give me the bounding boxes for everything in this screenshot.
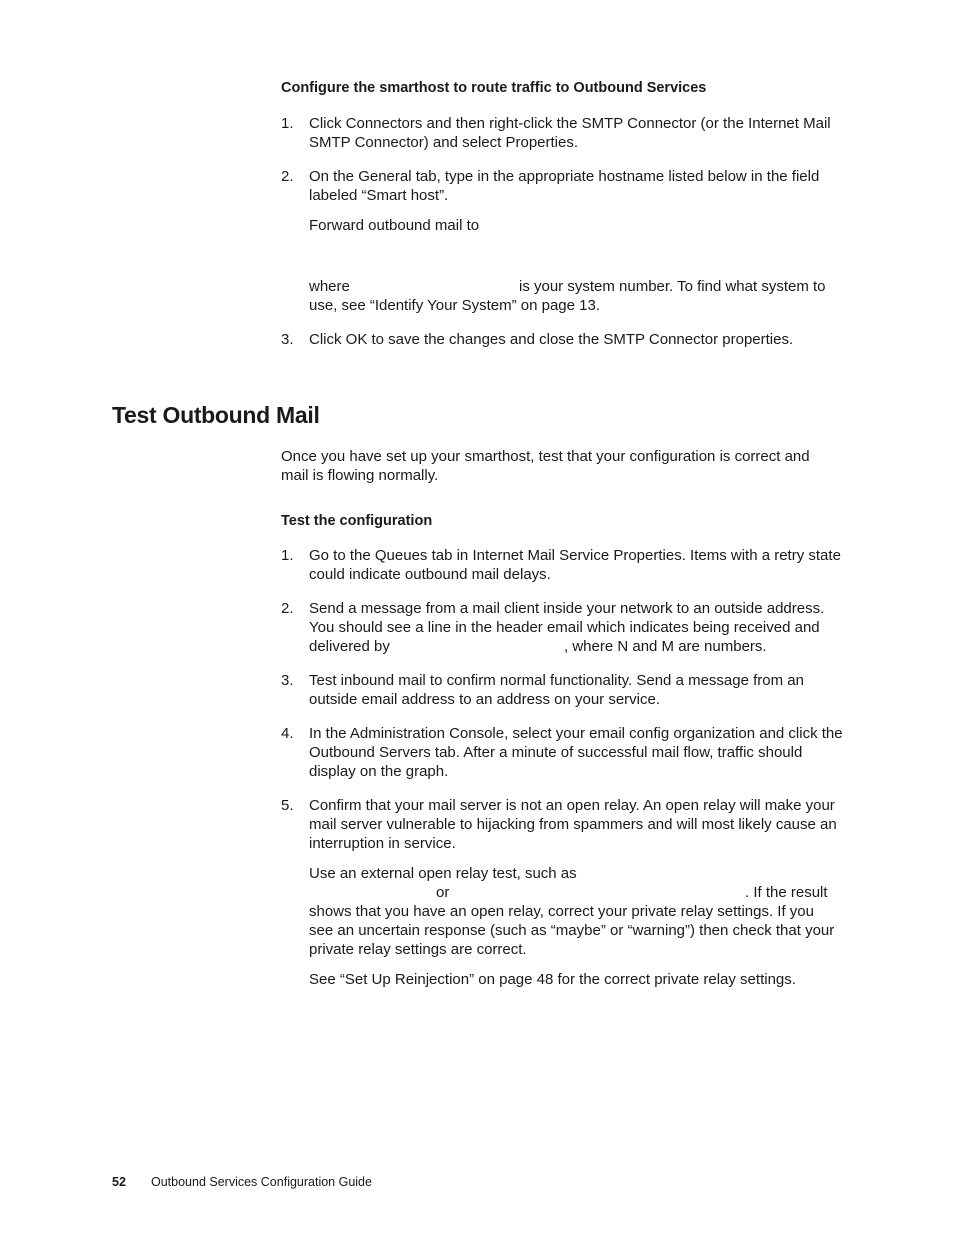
forward-text: Forward outbound mail to bbox=[309, 217, 480, 234]
step-text-line: Send a message from a mail client inside your network to an outside address. bbox=[309, 600, 825, 617]
step-text: Confirm that your mail server is not an open relay. An open relay will make your mail server vulnerable to hijacking from spammers and will most likely cause an interruption in service. bbox=[309, 797, 837, 852]
where-line2: use, see “Identify Your System” on page 13. bbox=[309, 297, 601, 314]
where-prefix: where bbox=[309, 278, 350, 295]
where-suffix: is your system number. To find what system to bbox=[519, 278, 826, 295]
step-number: 3. bbox=[281, 331, 294, 348]
footer-title: Outbound Services Configuration Guide bbox=[151, 1175, 372, 1189]
relay-test-line: Use an external open relay test, such as bbox=[309, 865, 577, 882]
relay-paragraph: shows that you have an open relay, correct your private relay settings. If you see an uncertain response (such as “maybe” or “warning”) then check that your private relay settings are correct. bbox=[309, 903, 835, 958]
page-number: 52 bbox=[112, 1175, 126, 1189]
step-text-line: You should see a line in the header email which indicates being received and bbox=[309, 619, 820, 636]
section-title: Test Outbound Mail bbox=[112, 402, 320, 428]
step-number: 2. bbox=[281, 600, 294, 617]
delivered-by-suffix: , where N and M are numbers. bbox=[564, 638, 767, 655]
delivered-by-prefix: delivered by bbox=[309, 638, 390, 655]
procedure-heading: Test the configuration bbox=[281, 513, 433, 529]
step-number: 4. bbox=[281, 725, 294, 742]
step-text: Go to the Queues tab in Internet Mail Service Properties. Items with a retry state could indicate outbound mail delays. bbox=[309, 547, 841, 583]
step-number: 1. bbox=[281, 547, 294, 564]
step-text: In the Administration Console, select your email config organization and click the Outbound Servers tab. After a minute of successful mail flow, traffic should display on the graph. bbox=[309, 725, 843, 780]
step-text: Click Connectors and then right-click the SMTP Connector (or the Internet Mail SMTP Connector) and select Properties. bbox=[309, 115, 831, 151]
step-text: Test inbound mail to confirm normal functionality. Send a message from an outside email address to an address on your service. bbox=[309, 672, 804, 708]
relay-result: . If the result bbox=[745, 884, 828, 901]
relay-or: or bbox=[436, 884, 450, 901]
step-text: On the General tab, type in the appropriate hostname listed below in the field labeled “Smart host”. bbox=[309, 168, 820, 204]
step-number: 1. bbox=[281, 115, 294, 132]
step-text: Click OK to save the changes and close the SMTP Connector properties. bbox=[309, 331, 794, 348]
step-number: 3. bbox=[281, 672, 294, 689]
see-also: See “Set Up Reinjection” on page 48 for the correct private relay settings. bbox=[309, 971, 796, 988]
step-number: 5. bbox=[281, 797, 294, 814]
procedure-heading: Configure the smarthost to route traffic to Outbound Services bbox=[281, 80, 707, 96]
intro-paragraph: Once you have set up your smarthost, test that your configuration is correct and mail is flowing normally. bbox=[281, 448, 810, 484]
step-number: 2. bbox=[281, 168, 294, 185]
